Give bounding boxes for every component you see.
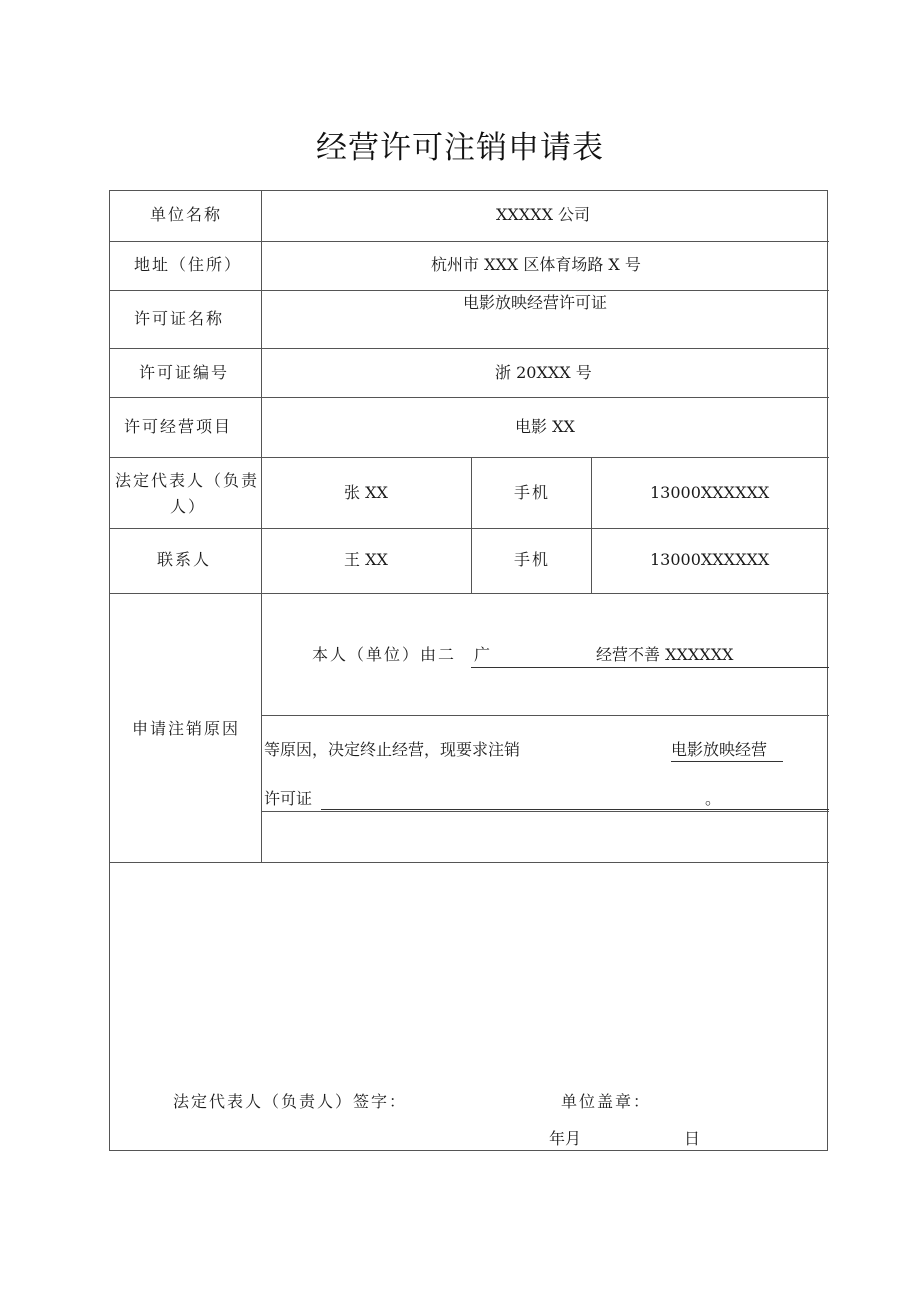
legal-rep-phone: 13000XXXXXX bbox=[650, 483, 770, 502]
unit-name-label: 单位名称 bbox=[150, 205, 223, 224]
page-title: 经营许可注销申请表 bbox=[316, 130, 604, 166]
reason-divider bbox=[261, 715, 829, 716]
row-divider bbox=[110, 290, 829, 291]
column-divider bbox=[261, 191, 262, 862]
reason-label: 申请注销原因 bbox=[132, 719, 241, 738]
row-divider bbox=[110, 593, 829, 594]
legal-rep-label: 法定代表人（负责 bbox=[115, 471, 260, 490]
fill-underline bbox=[671, 761, 783, 762]
reason-line1-prefix: 本人（单位）由二 bbox=[312, 645, 457, 664]
row-divider bbox=[110, 397, 829, 398]
reason-line2-fill: 电影放映经营 bbox=[671, 740, 768, 759]
row-divider bbox=[110, 241, 829, 242]
contact-phone: 13000XXXXXX bbox=[650, 550, 770, 569]
reason-line1-fill-b: 经营不善 XXXXXX bbox=[596, 645, 734, 664]
row-divider bbox=[110, 528, 829, 529]
application-form-table bbox=[109, 190, 828, 1151]
column-divider bbox=[471, 457, 472, 593]
business-item-value: 电影 XX bbox=[515, 417, 575, 436]
legal-rep-phone-label: 手机 bbox=[514, 483, 551, 502]
license-name-label: 许可证名称 bbox=[134, 309, 225, 328]
fill-underline bbox=[471, 667, 829, 668]
legal-rep-name: 张 XX bbox=[344, 483, 388, 502]
business-item-label: 许可经营项目 bbox=[124, 417, 233, 436]
column-divider bbox=[591, 457, 592, 593]
row-divider bbox=[110, 457, 829, 458]
contact-label: 联系人 bbox=[157, 550, 212, 569]
reason-divider bbox=[261, 811, 829, 812]
rep-signature-label: 法定代表人（负责人）签字： bbox=[173, 1092, 408, 1111]
legal-rep-label-cont: 人） bbox=[170, 497, 207, 516]
row-divider bbox=[110, 862, 829, 863]
license-name-value: 电影放映经营许可证 bbox=[463, 293, 608, 312]
reason-line1-fill-a: 广 bbox=[474, 645, 491, 664]
license-no-value: 浙 20XXX 号 bbox=[495, 363, 592, 382]
reason-line3-prefix: 许可证 bbox=[264, 789, 313, 808]
fill-underline bbox=[321, 809, 829, 810]
license-no-label: 许可证编号 bbox=[139, 363, 230, 382]
seal-label: 单位盖章： bbox=[561, 1092, 652, 1111]
date-day: 日 bbox=[684, 1129, 701, 1148]
reason-line2-prefix: 等原因，决定终止经营，现要求注销 bbox=[264, 740, 521, 759]
unit-name-value: XXXXX 公司 bbox=[496, 205, 591, 224]
reason-line3-end: 。 bbox=[705, 789, 722, 808]
date-year-month: 年月 bbox=[549, 1129, 582, 1148]
row-divider bbox=[110, 348, 829, 349]
contact-name: 王 XX bbox=[344, 550, 388, 569]
address-value: 杭州市 XXX 区体育场路 X 号 bbox=[431, 255, 641, 274]
contact-phone-label: 手机 bbox=[514, 550, 551, 569]
address-label: 地址（住所） bbox=[134, 255, 243, 274]
